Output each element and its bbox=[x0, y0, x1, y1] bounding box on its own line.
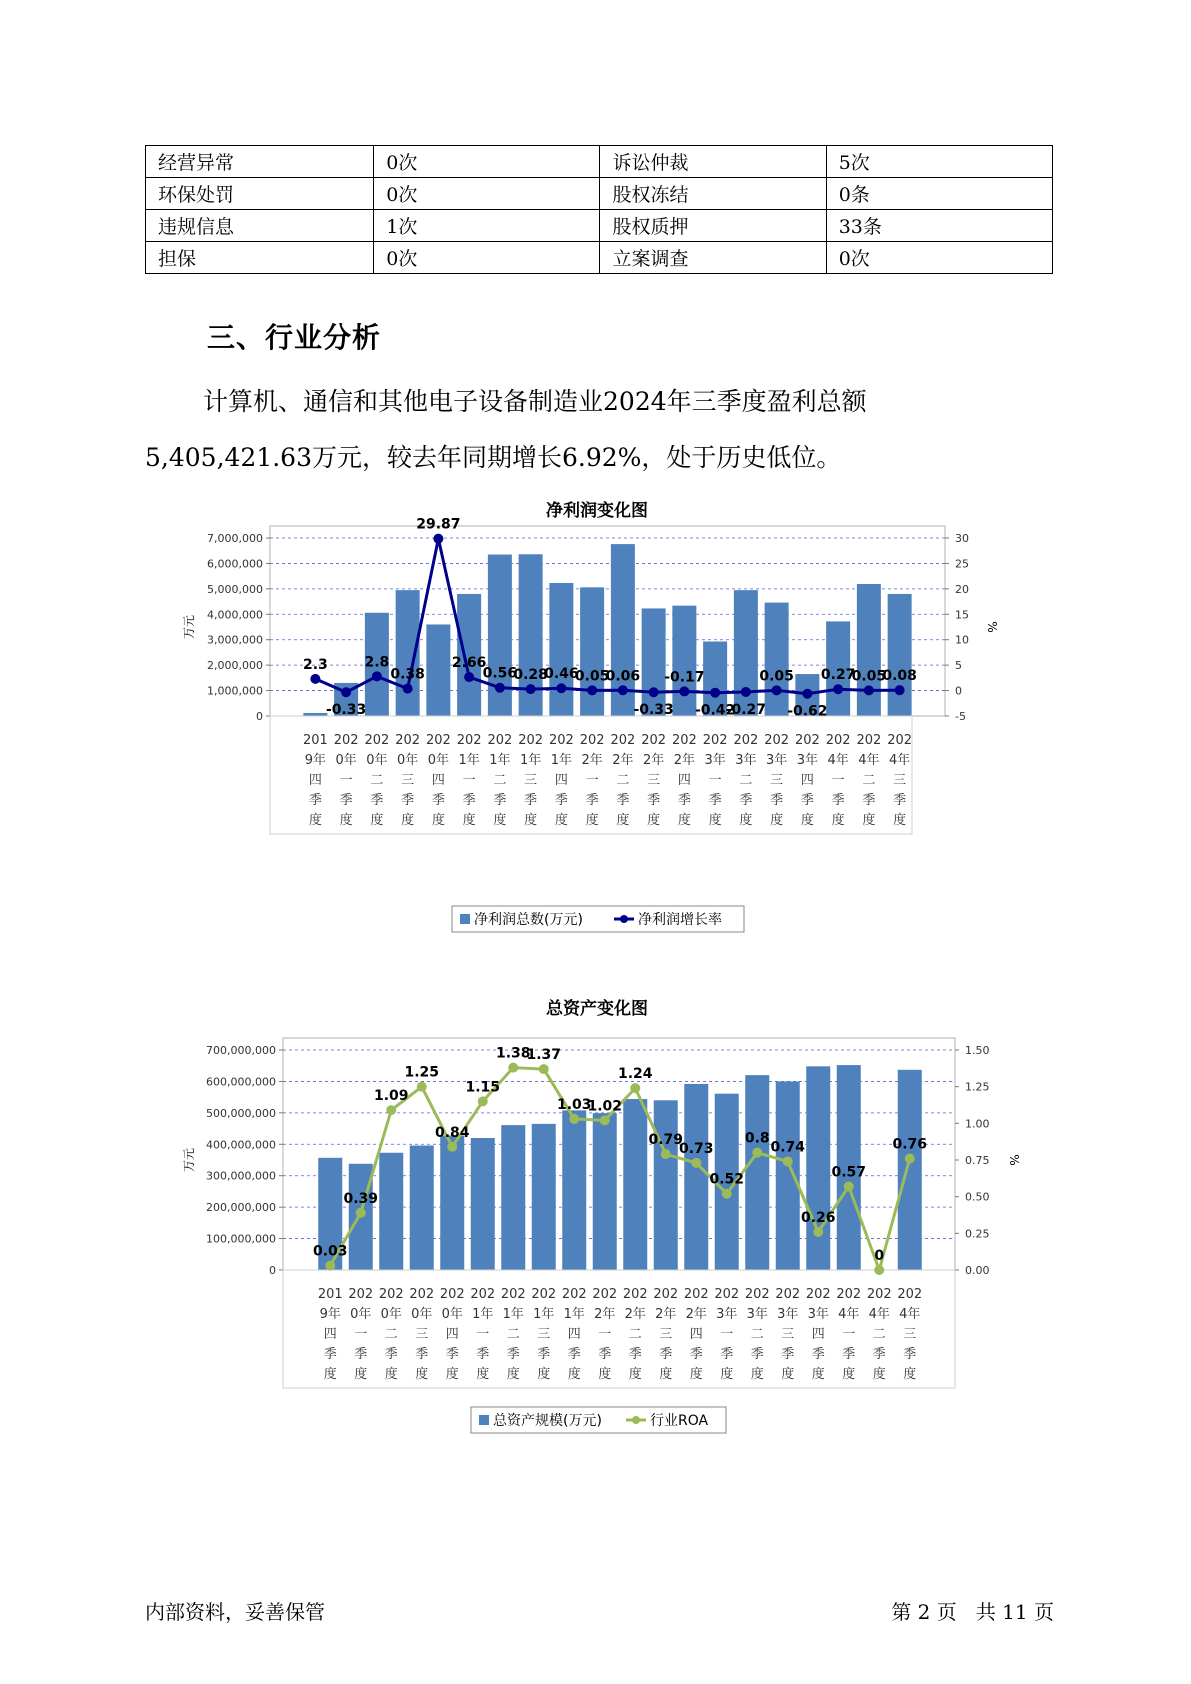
data-label: 2.3 bbox=[302, 656, 328, 673]
legend-label: 净利润增长率 bbox=[638, 912, 722, 928]
y-tick-label: 400,000,000 bbox=[206, 1138, 276, 1152]
paragraph-line-1: 计算机、通信和其他电子设备制造业2024年三季度盈利总额 bbox=[203, 387, 867, 416]
y-tick-label: 2,000,000 bbox=[207, 659, 263, 673]
risk-item-value: 0次 bbox=[374, 242, 600, 274]
line-point bbox=[464, 672, 474, 682]
y2-tick-label: 1.25 bbox=[965, 1080, 990, 1094]
x-tick-label: 202 3年四季度 bbox=[794, 733, 820, 828]
x-tick-label: 202 4年一季度 bbox=[836, 1287, 862, 1382]
line-point bbox=[600, 1115, 610, 1125]
risk-item-value: 33条 bbox=[826, 210, 1052, 242]
data-label: 0.05 bbox=[759, 668, 794, 685]
y-tick-label: 6,000,000 bbox=[207, 557, 263, 571]
section-heading: 三、行业分析 bbox=[207, 321, 382, 354]
risk-item-label: 环保处罚 bbox=[146, 178, 374, 210]
data-label: 0.05 bbox=[574, 668, 610, 685]
line-point bbox=[587, 685, 597, 695]
risk-item-label: 股权质押 bbox=[600, 210, 826, 242]
footer-page-number: 第 2 页 共 11 页 bbox=[891, 1600, 1054, 1624]
net-profit-chart bbox=[0, 500, 1191, 950]
x-tick-label: 201 9年四季度 bbox=[317, 1287, 343, 1382]
bar bbox=[410, 1146, 434, 1270]
risk-table-row bbox=[146, 242, 1053, 274]
line-point bbox=[833, 684, 843, 694]
data-label: 0.73 bbox=[678, 1140, 714, 1157]
y-tick-label: 100,000,000 bbox=[206, 1232, 276, 1246]
bar bbox=[734, 590, 758, 716]
bar bbox=[745, 1075, 769, 1270]
x-tick-label: 202 3年三季度 bbox=[764, 733, 790, 828]
legend-swatch-point bbox=[632, 1416, 640, 1424]
data-label: -0.42 bbox=[694, 702, 736, 719]
line-point bbox=[661, 1149, 671, 1159]
x-tick-label: 202 3年一季度 bbox=[702, 733, 728, 828]
risk-item-value: 0次 bbox=[374, 146, 600, 178]
x-tick-label: 202 3年一季度 bbox=[714, 1287, 740, 1382]
x-tick-label: 202 4年二季度 bbox=[856, 733, 882, 828]
line-point bbox=[618, 685, 628, 695]
bar bbox=[593, 1113, 617, 1270]
data-label: 1.09 bbox=[373, 1088, 409, 1105]
x-tick-label: 202 1年三季度 bbox=[518, 733, 544, 828]
legend-swatch-bar bbox=[479, 1415, 489, 1425]
y2-tick-label: 0.75 bbox=[965, 1154, 990, 1167]
bar bbox=[857, 584, 881, 716]
x-tick-label: 202 1年一季度 bbox=[470, 1287, 496, 1382]
line-point bbox=[526, 684, 536, 694]
line-point bbox=[556, 683, 566, 693]
y-tick-label: 300,000,000 bbox=[206, 1169, 276, 1183]
legend-label: 行业ROA bbox=[650, 1413, 709, 1429]
risk-table-row bbox=[146, 178, 1053, 210]
data-label: 1.15 bbox=[465, 1079, 501, 1096]
data-label: 0.74 bbox=[770, 1139, 806, 1156]
x-tick-label: 202 3年二季度 bbox=[744, 1287, 770, 1382]
data-label: 2.8 bbox=[364, 654, 390, 671]
y2-axis-label: % bbox=[985, 621, 999, 633]
line-point bbox=[874, 1265, 884, 1275]
risk-item-value: 0次 bbox=[826, 242, 1052, 274]
y-tick-label: 5,000,000 bbox=[207, 582, 263, 596]
x-tick-label: 202 3年四季度 bbox=[805, 1287, 831, 1382]
y-tick-label: 0 bbox=[256, 710, 263, 723]
x-tick-label: 202 1年一季度 bbox=[456, 733, 482, 828]
x-tick-label: 202 1年三季度 bbox=[531, 1287, 557, 1382]
data-label: 0.8 bbox=[744, 1130, 770, 1147]
line-point bbox=[813, 1227, 823, 1237]
line-point bbox=[741, 687, 751, 697]
x-tick-label: 202 0年四季度 bbox=[425, 733, 451, 828]
y2-tick-label: 30 bbox=[955, 532, 969, 545]
y2-tick-label: 0.25 bbox=[965, 1227, 990, 1241]
line-point bbox=[722, 1189, 732, 1199]
x-tick-label: 202 2年三季度 bbox=[653, 1287, 679, 1382]
y2-tick-label: 1.00 bbox=[965, 1117, 990, 1131]
line-point bbox=[325, 1261, 335, 1271]
line-point bbox=[539, 1064, 549, 1074]
line-point bbox=[372, 671, 382, 681]
data-label: 0.03 bbox=[312, 1243, 348, 1260]
line-point bbox=[495, 683, 505, 693]
x-tick-label: 202 4年一季度 bbox=[825, 733, 851, 828]
x-tick-label: 202 3年三季度 bbox=[775, 1287, 801, 1382]
risk-item-label: 违规信息 bbox=[146, 210, 374, 242]
chart-title: 总资产变化图 bbox=[546, 999, 648, 1019]
y-tick-label: 1,000,000 bbox=[207, 684, 263, 698]
x-tick-label: 202 1年四季度 bbox=[561, 1287, 587, 1382]
bar bbox=[549, 583, 573, 716]
y-tick-label: 7,000,000 bbox=[207, 532, 263, 545]
risk-item-label: 立案调查 bbox=[600, 242, 826, 274]
line-point bbox=[569, 1114, 579, 1124]
line-point bbox=[864, 685, 874, 695]
bar bbox=[379, 1153, 403, 1270]
y2-tick-label: 20 bbox=[955, 582, 969, 596]
y-tick-label: 500,000,000 bbox=[206, 1106, 276, 1120]
x-tick-label: 202 1年二季度 bbox=[500, 1287, 526, 1382]
x-tick-label: 202 2年一季度 bbox=[579, 733, 605, 828]
bar bbox=[440, 1135, 464, 1270]
x-tick-label: 202 2年四季度 bbox=[683, 1287, 709, 1382]
y-tick-label: 700,000,000 bbox=[206, 1044, 276, 1057]
line-point bbox=[895, 685, 905, 695]
x-tick-label: 202 3年二季度 bbox=[733, 733, 759, 828]
x-tick-label: 202 0年四季度 bbox=[439, 1287, 465, 1382]
x-tick-label: 202 0年二季度 bbox=[364, 733, 390, 828]
line-point bbox=[905, 1154, 915, 1164]
line-point bbox=[447, 1142, 457, 1152]
bar bbox=[642, 608, 666, 716]
data-label: 0.76 bbox=[892, 1136, 928, 1153]
bar bbox=[654, 1100, 678, 1270]
data-label: 0.38 bbox=[390, 666, 425, 683]
x-tick-label: 201 9年四季度 bbox=[302, 733, 328, 828]
y2-tick-label: -5 bbox=[955, 710, 966, 723]
x-tick-label: 202 0年二季度 bbox=[378, 1287, 404, 1382]
data-label: -0.17 bbox=[664, 669, 705, 686]
x-tick-label: 202 0年三季度 bbox=[409, 1287, 435, 1382]
risk-summary-table bbox=[145, 145, 1053, 274]
total-assets-chart bbox=[0, 998, 1191, 1448]
risk-item-value: 0条 bbox=[826, 178, 1052, 210]
line-point bbox=[341, 687, 351, 697]
y2-tick-label: 25 bbox=[955, 557, 969, 571]
bar bbox=[501, 1125, 525, 1270]
data-label: 0.28 bbox=[513, 667, 548, 684]
line-point bbox=[403, 684, 413, 694]
bar bbox=[898, 1070, 922, 1270]
data-label: 1.37 bbox=[526, 1047, 562, 1064]
bar bbox=[562, 1110, 586, 1270]
line-point bbox=[691, 1158, 701, 1168]
line-point bbox=[310, 674, 320, 684]
line-point bbox=[630, 1083, 640, 1093]
line-point bbox=[710, 688, 720, 698]
bar bbox=[806, 1066, 830, 1270]
x-tick-label: 202 0年一季度 bbox=[333, 733, 359, 828]
data-label: 1.24 bbox=[617, 1066, 653, 1083]
x-tick-label: 202 4年三季度 bbox=[897, 1287, 923, 1382]
y2-tick-label: 0 bbox=[955, 684, 962, 698]
line-point bbox=[508, 1063, 518, 1073]
bar bbox=[765, 603, 789, 716]
x-tick-label: 202 2年二季度 bbox=[610, 733, 636, 828]
x-tick-label: 202 0年一季度 bbox=[348, 1287, 374, 1382]
section-paragraph bbox=[145, 374, 1055, 486]
footer-confidential: 内部资料，妥善保管 bbox=[145, 1600, 325, 1624]
data-label: 0.27 bbox=[820, 667, 856, 684]
y2-tick-label: 5 bbox=[955, 659, 962, 673]
bar bbox=[532, 1124, 556, 1270]
legend-label: 净利润总数(万元) bbox=[474, 912, 583, 928]
line-point bbox=[844, 1181, 854, 1191]
risk-item-label: 担保 bbox=[146, 242, 374, 274]
bar bbox=[672, 606, 696, 716]
chart-legend bbox=[471, 1407, 726, 1433]
bar bbox=[684, 1084, 708, 1270]
x-tick-label: 202 4年三季度 bbox=[887, 733, 913, 828]
data-label: 1.02 bbox=[587, 1098, 623, 1115]
data-label: 0.79 bbox=[648, 1132, 684, 1149]
line-point bbox=[417, 1082, 427, 1092]
line-point bbox=[772, 685, 782, 695]
data-label: 2.66 bbox=[451, 655, 487, 672]
y-axis-label: 万元 bbox=[182, 1147, 196, 1173]
y-tick-label: 600,000,000 bbox=[206, 1075, 276, 1089]
data-label: 1.25 bbox=[404, 1064, 440, 1081]
data-label: 0.57 bbox=[831, 1164, 867, 1181]
data-label: 0.06 bbox=[605, 668, 641, 685]
data-label: 0.52 bbox=[709, 1171, 745, 1188]
y2-tick-label: 1.50 bbox=[965, 1044, 990, 1057]
line-point bbox=[356, 1208, 366, 1218]
bar bbox=[471, 1138, 495, 1270]
risk-item-label: 诉讼仲裁 bbox=[600, 146, 826, 178]
data-label: 0.26 bbox=[800, 1209, 836, 1226]
y2-tick-label: 0.50 bbox=[965, 1190, 990, 1204]
data-label: 0.56 bbox=[482, 665, 518, 682]
risk-table-row bbox=[146, 210, 1053, 242]
bar bbox=[776, 1081, 800, 1270]
risk-item-label: 股权冻结 bbox=[600, 178, 826, 210]
risk-item-value: 0次 bbox=[374, 178, 600, 210]
bar bbox=[426, 624, 450, 716]
legend-label: 总资产规模(万元) bbox=[493, 1413, 602, 1429]
y-tick-label: 0 bbox=[269, 1264, 276, 1277]
line-point bbox=[802, 689, 812, 699]
y-axis-label: 万元 bbox=[182, 614, 196, 640]
legend-swatch-bar bbox=[460, 914, 470, 924]
bar bbox=[623, 1099, 647, 1270]
risk-item-label: 经营异常 bbox=[146, 146, 374, 178]
y-tick-label: 3,000,000 bbox=[207, 633, 263, 647]
x-tick-label: 202 2年四季度 bbox=[671, 733, 697, 828]
data-label: -0.27 bbox=[725, 701, 767, 718]
y2-tick-label: 0.00 bbox=[965, 1264, 990, 1277]
line-point bbox=[649, 687, 659, 697]
x-tick-label: 202 1年四季度 bbox=[548, 733, 574, 828]
chart-title: 净利润变化图 bbox=[546, 501, 648, 521]
line-point bbox=[752, 1148, 762, 1158]
x-tick-label: 202 2年一季度 bbox=[592, 1287, 618, 1382]
x-tick-label: 202 1年二季度 bbox=[487, 733, 513, 828]
legend-swatch-point bbox=[620, 915, 628, 923]
data-label: 0.46 bbox=[544, 666, 579, 683]
data-label: -0.33 bbox=[325, 702, 367, 719]
y-tick-label: 4,000,000 bbox=[207, 608, 263, 622]
data-label: 1.38 bbox=[495, 1045, 531, 1062]
line-point bbox=[783, 1156, 793, 1166]
y-tick-label: 200,000,000 bbox=[206, 1201, 276, 1215]
y2-axis-label: % bbox=[1007, 1154, 1021, 1166]
x-tick-label: 202 4年二季度 bbox=[866, 1287, 892, 1382]
data-label: 29.87 bbox=[416, 516, 461, 533]
line-point bbox=[679, 686, 689, 696]
data-label: -0.62 bbox=[787, 703, 828, 720]
y2-tick-label: 15 bbox=[955, 608, 969, 622]
data-label: 0 bbox=[874, 1248, 885, 1264]
bar bbox=[888, 594, 912, 716]
bar bbox=[580, 587, 604, 716]
line-point bbox=[478, 1096, 488, 1106]
data-label: 0.39 bbox=[343, 1190, 379, 1207]
line-point bbox=[433, 534, 443, 544]
risk-item-value: 1次 bbox=[374, 210, 600, 242]
data-label: 0.08 bbox=[882, 668, 917, 685]
x-tick-label: 202 2年二季度 bbox=[622, 1287, 648, 1382]
risk-table-row bbox=[146, 146, 1053, 178]
chart-legend bbox=[452, 906, 744, 932]
risk-item-value: 5次 bbox=[826, 146, 1052, 178]
y2-tick-label: 10 bbox=[955, 633, 969, 647]
x-tick-label: 202 0年三季度 bbox=[395, 733, 421, 828]
paragraph-line-2: 5,405,421.63万元，较去年同期增长6.92%，处于历史低位。 bbox=[145, 443, 842, 472]
data-label: -0.33 bbox=[633, 702, 674, 719]
x-tick-label: 202 2年三季度 bbox=[641, 733, 667, 828]
data-label: 0.84 bbox=[434, 1124, 470, 1141]
data-label: 1.03 bbox=[556, 1096, 592, 1113]
data-label: 0.05 bbox=[851, 668, 887, 685]
line-point bbox=[386, 1105, 396, 1115]
